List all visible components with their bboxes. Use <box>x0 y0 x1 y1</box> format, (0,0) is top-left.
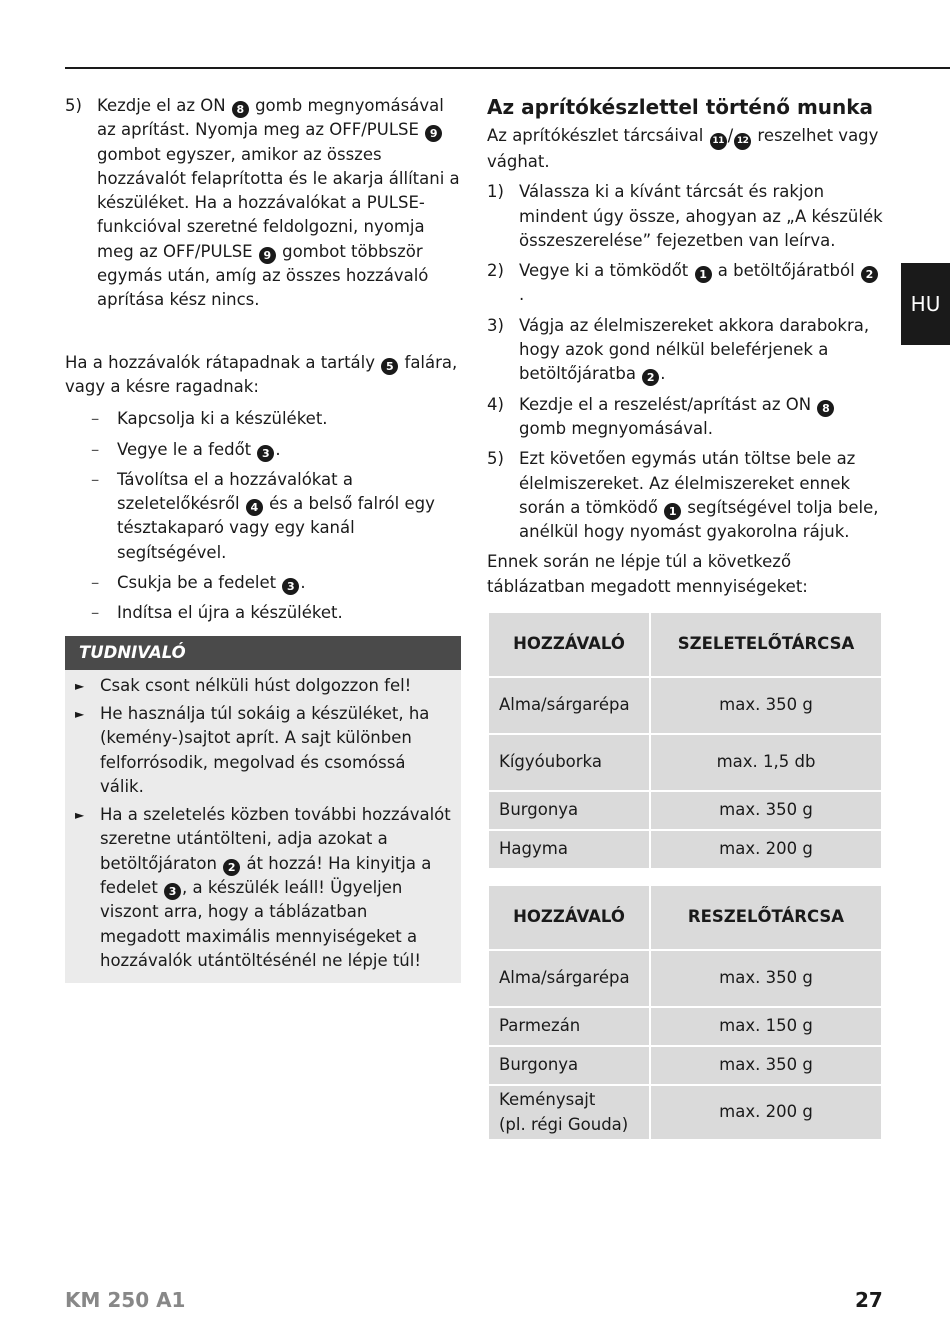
sticking-paragraph <box>65 351 461 400</box>
reference-number-icon: 3 <box>257 445 274 462</box>
column-header: HOZZÁVALÓ <box>489 886 649 949</box>
notice-item <box>75 702 451 799</box>
text-run: . <box>275 439 281 459</box>
notice-box <box>65 636 461 984</box>
ingredient-cell: Keménysajt (pl. régi Gouda) <box>489 1086 649 1139</box>
text-run: gomb megnyomásával. <box>519 418 713 438</box>
dash-item <box>91 438 461 462</box>
grating-disc-table <box>487 884 883 1141</box>
header-rule <box>65 67 950 69</box>
quantity-cell: max. 350 g <box>651 951 881 1006</box>
reference-number-icon: 8 <box>817 400 834 417</box>
text-run: Ha a szeletelés közben további hozzávalót szeretne utántölteni, adja azokat a betöltőjáraton <box>100 805 451 873</box>
dash-marker: – <box>91 573 100 593</box>
table-row <box>489 678 881 733</box>
column-header: RESZELŐTÁRCSA <box>651 886 881 949</box>
quantity-cell: max. 350 g <box>651 678 881 733</box>
dash-item <box>91 601 461 625</box>
dash-text <box>117 571 461 595</box>
ingredient-cell: Alma/sárgarépa <box>489 951 649 1006</box>
triangle-bullet-icon: ► <box>75 678 85 693</box>
text-run: / <box>727 126 734 145</box>
step-item <box>487 393 883 442</box>
reference-number-icon: 4 <box>246 499 263 516</box>
after-text: Ennek során ne lépje túl a következő táblázatban megadott mennyiségeket: <box>487 552 808 596</box>
quantity-cell: max. 350 g <box>651 1047 881 1084</box>
step-item <box>487 447 883 544</box>
dash-marker: – <box>91 603 100 623</box>
text-run: Indítsa el újra a készüléket. <box>117 603 343 623</box>
step-number: 4) <box>487 394 504 414</box>
language-tab: HU <box>901 263 950 345</box>
text-run: He használja túl sokáig a készüléket, ha (kemény-)sajtot aprít. A sajt különben felforrósodik, megolvad és csomóssá válik. <box>100 703 430 796</box>
text-run: Vágja az élelmiszereket akkora darabokra, hogy azok gond nélkül beleférjenek a betöltőjáratba <box>519 315 870 384</box>
step-5-left <box>65 94 461 313</box>
step-number: 5) <box>65 96 82 115</box>
step-text <box>519 180 883 253</box>
column-header: HOZZÁVALÓ <box>489 613 649 676</box>
table-row <box>489 735 881 790</box>
ingredient-cell: Hagyma <box>489 831 649 868</box>
notice-item <box>75 803 451 973</box>
table-header-row <box>489 886 881 949</box>
step-item <box>487 259 883 308</box>
reference-number-icon: 9 <box>425 125 442 142</box>
table-row <box>489 951 881 1006</box>
dash-marker: – <box>91 469 100 489</box>
text-run: gomb megnyomásával az aprítást. Nyomja meg az OFF/PULSE <box>97 96 444 140</box>
notice-item <box>75 674 451 698</box>
text-run: falára, vagy a késre ragadnak: <box>65 352 458 396</box>
left-column <box>65 94 461 983</box>
text-run: Kezdje el az ON <box>97 96 231 115</box>
table-row <box>489 1008 881 1045</box>
notice-text <box>100 674 451 698</box>
ingredient-cell: Burgonya <box>489 1047 649 1084</box>
text-run: Csukja be a fedelet <box>117 573 282 593</box>
text-run: Az aprítókészlet tárcsáival <box>487 126 709 145</box>
text-run: Vegye le a fedőt <box>117 439 257 459</box>
reference-number-icon: 8 <box>232 101 249 118</box>
quantity-cell: max. 200 g <box>651 1086 881 1139</box>
step-text <box>519 259 883 308</box>
right-column <box>487 94 883 1141</box>
notice-text <box>100 702 451 799</box>
quantity-cell: max. 1,5 db <box>651 735 881 790</box>
text-run: és a belső falról egy tésztakaparó vagy egy kanál segítségével. <box>117 494 435 562</box>
text-run: . <box>300 573 306 593</box>
text-run: Kapcsolja ki a készüléket. <box>117 409 328 429</box>
text-run: gombot egyszer, amikor az összes hozzávalót felaprította és le akarja állítani a készüléket. Ha a hozzávalókat a PULSE-funkcióval szeretné feldolgozni, nyomja meg az OFF/PULSE <box>97 144 460 261</box>
step-number: 2) <box>487 261 504 281</box>
dash-text <box>117 601 461 625</box>
dash-text <box>117 438 461 462</box>
steps-list <box>487 180 883 544</box>
text-run: , a készülék leáll! Ügyeljen viszont arra, hogy a táblázatban megadott maximális mennyiségeket a hozzávalók utántöltésénél ne lépje túl! <box>100 878 421 970</box>
notice-body <box>65 670 461 984</box>
text-run: át hozzá! Ha kinyitja a fedelet <box>100 853 432 898</box>
page-number: 27 <box>855 1288 883 1312</box>
text-run: . <box>660 364 666 384</box>
step-item <box>487 180 883 253</box>
column-header: SZELETELŐTÁRCSA <box>651 613 881 676</box>
table-row <box>489 792 881 829</box>
text-run: Csak csont nélküli húst dolgozzon fel! <box>100 675 412 695</box>
reference-number-icon: 5 <box>381 358 398 375</box>
text-run: gombot többször egymás után, amíg az összes hozzávaló aprítása kész nincs. <box>97 241 429 310</box>
reference-number-icon: 9 <box>259 247 276 264</box>
reference-number-icon: 12 <box>734 133 751 150</box>
reference-number-icon: 2 <box>861 266 878 283</box>
dash-marker: – <box>91 409 100 429</box>
slicing-disc-table <box>487 611 883 870</box>
step-number: 3) <box>487 315 504 335</box>
reference-number-icon: 3 <box>282 578 299 595</box>
text-run: Ha a hozzávalók rátapadnak a tartály <box>65 352 381 372</box>
ingredient-cell: Alma/sárgarépa <box>489 678 649 733</box>
quantity-cell: max. 350 g <box>651 792 881 829</box>
reference-number-icon: 2 <box>223 859 240 876</box>
text-run: a betöltőjáratból <box>712 261 860 281</box>
section-heading: Az aprítókészlettel történő munka <box>487 95 874 119</box>
dash-text <box>117 468 461 565</box>
text-run: Távolítsa el a hozzávalókat a szeletelőkésről <box>117 469 353 514</box>
table-row <box>489 1047 881 1084</box>
dash-item <box>91 407 461 431</box>
text-run: . <box>519 285 525 305</box>
step-item <box>487 314 883 387</box>
step-text <box>519 314 883 387</box>
ingredient-cell: Burgonya <box>489 792 649 829</box>
intro-text <box>487 124 883 174</box>
reference-number-icon: 11 <box>710 133 727 150</box>
step-text <box>519 393 883 442</box>
dash-item <box>91 468 461 565</box>
quantity-cell: max. 200 g <box>651 831 881 868</box>
table-row <box>489 1086 881 1139</box>
text-run: Ezt követően egymás után töltse bele az élelmiszereket. Az élelmiszereket ennek során a tömködő <box>519 449 856 517</box>
ingredient-cell: Kígyóuborka <box>489 735 649 790</box>
text-run: reszelhet vagy vághat. <box>487 126 879 171</box>
step-number: 5) <box>487 449 504 469</box>
text-run: Vegye ki a tömködőt <box>519 261 694 281</box>
reference-number-icon: 3 <box>164 883 181 900</box>
table-row <box>489 831 881 868</box>
reference-number-icon: 2 <box>642 369 659 386</box>
table-header-row <box>489 613 881 676</box>
step-number: 1) <box>487 182 504 202</box>
text-run: Válassza ki a kívánt tárcsát és rakjon mindent úgy össze, ahogyan az „A készülék összeszerelése” fejezetben van leírva. <box>519 182 883 250</box>
quantity-cell: max. 150 g <box>651 1008 881 1045</box>
step-text <box>97 94 461 313</box>
step-text <box>519 447 883 544</box>
triangle-bullet-icon: ► <box>75 706 85 721</box>
text-run: Kezdje el a reszelést/aprítást az ON <box>519 394 817 414</box>
notice-text <box>100 803 451 973</box>
dash-list <box>91 407 461 625</box>
dash-text <box>117 407 461 431</box>
ingredient-cell: Parmezán <box>489 1008 649 1045</box>
reference-number-icon: 1 <box>695 266 712 283</box>
dash-marker: – <box>91 439 100 459</box>
model-name: KM 250 A1 <box>65 1288 186 1312</box>
triangle-bullet-icon: ► <box>75 808 85 823</box>
dash-item <box>91 571 461 595</box>
reference-number-icon: 1 <box>664 503 681 520</box>
text-run: segítségével tolja bele, anélkül hogy nyomást gyakorolna rájuk. <box>519 497 879 542</box>
notice-title: TUDNIVALÓ <box>65 636 461 670</box>
